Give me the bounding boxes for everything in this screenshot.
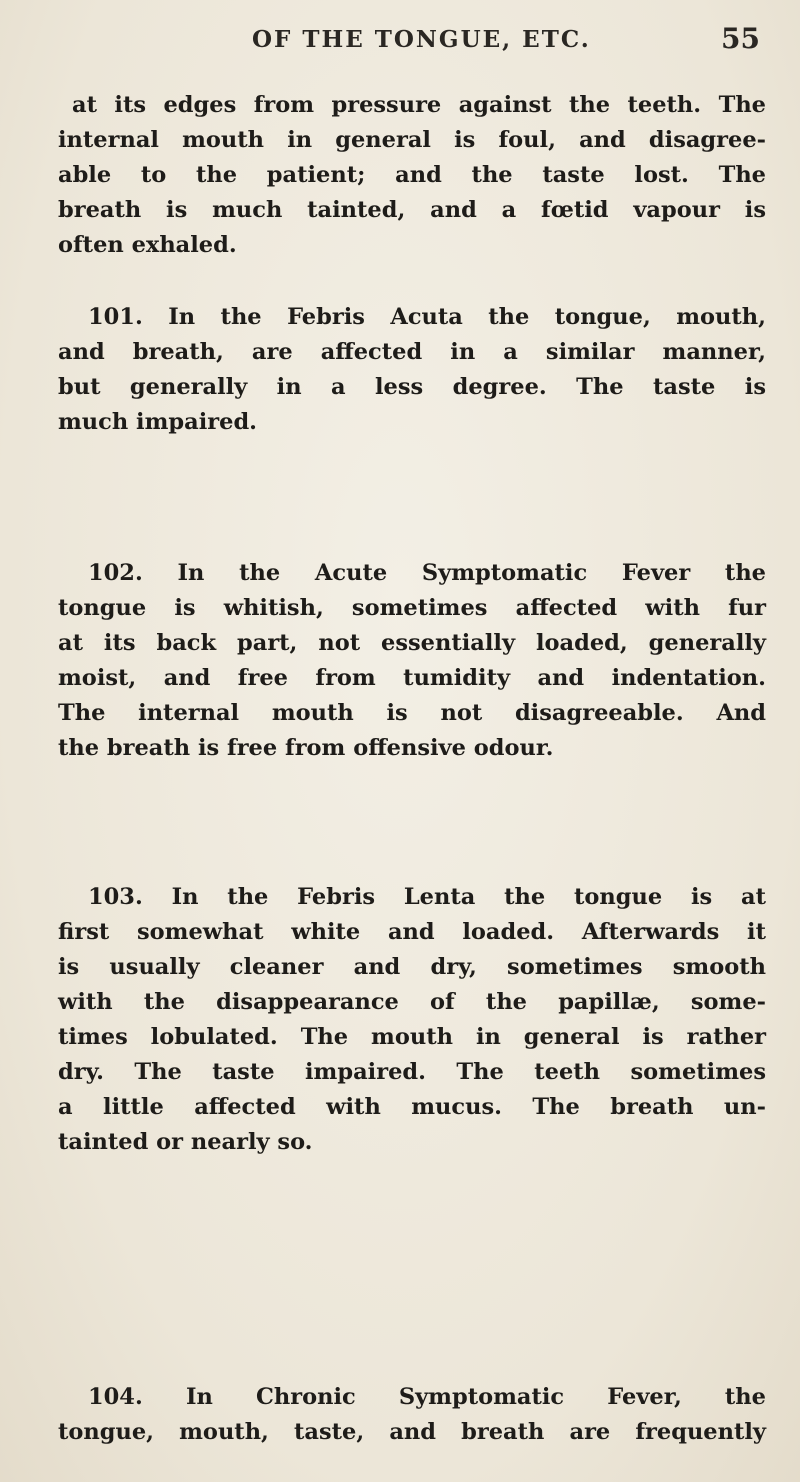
- running-title: OF THE TONGUE, ETC.: [252, 26, 591, 53]
- text-line: a little affected with mucus. The breath un-: [58, 1094, 766, 1120]
- text-line: 104. In Chronic Symptomatic Fever, the: [88, 1384, 766, 1410]
- text-line: is usually cleaner and dry, sometimes smooth: [58, 954, 766, 980]
- text-line: and breath, are affected in a similar manner,: [58, 339, 766, 365]
- text-line: at its edges from pressure against the teeth. The: [72, 92, 766, 118]
- paragraph-continuation: [58, 88, 766, 263]
- text-line: 102. In the Acute Symptomatic Fever the: [88, 560, 766, 586]
- text-line: first somewhat white and loaded. Afterwards it: [58, 919, 766, 945]
- running-head: [60, 20, 760, 60]
- text-line: tongue is whitish, sometimes affected with fur: [58, 595, 766, 621]
- text-line: the breath is free from offensive odour.: [58, 735, 554, 761]
- paragraph-101: [58, 300, 766, 440]
- text-line: much impaired.: [58, 409, 258, 435]
- text-line: internal mouth in general is foul, and disagree-: [58, 127, 766, 153]
- text-line: 103. In the Febris Lenta the tongue is at: [88, 884, 766, 910]
- text-line: often exhaled.: [58, 232, 237, 258]
- text-line: at its back part, not essentially loaded, generally: [58, 630, 766, 656]
- text-line: moist, and free from tumidity and indentation.: [58, 665, 766, 691]
- paragraph-102: [58, 556, 766, 766]
- text-line: able to the patient; and the taste lost. The: [58, 162, 766, 188]
- text-line: tainted or nearly so.: [58, 1129, 313, 1155]
- text-line: dry. The taste impaired. The teeth sometimes: [58, 1059, 766, 1085]
- text-line: tongue, mouth, taste, and breath are frequently: [58, 1419, 766, 1445]
- text-line: times lobulated. The mouth in general is rather: [58, 1024, 766, 1050]
- text-line: but generally in a less degree. The taste is: [58, 374, 766, 400]
- paragraph-104: [58, 1380, 766, 1450]
- paragraph-103: [58, 880, 766, 1160]
- page-number: 55: [721, 22, 760, 55]
- text-line: with the disappearance of the papillæ, some-: [58, 989, 766, 1015]
- text-line: The internal mouth is not disagreeable. And: [58, 700, 766, 726]
- text-line: breath is much tainted, and a fœtid vapour is: [58, 197, 766, 223]
- text-line: 101. In the Febris Acuta the tongue, mouth,: [88, 304, 766, 330]
